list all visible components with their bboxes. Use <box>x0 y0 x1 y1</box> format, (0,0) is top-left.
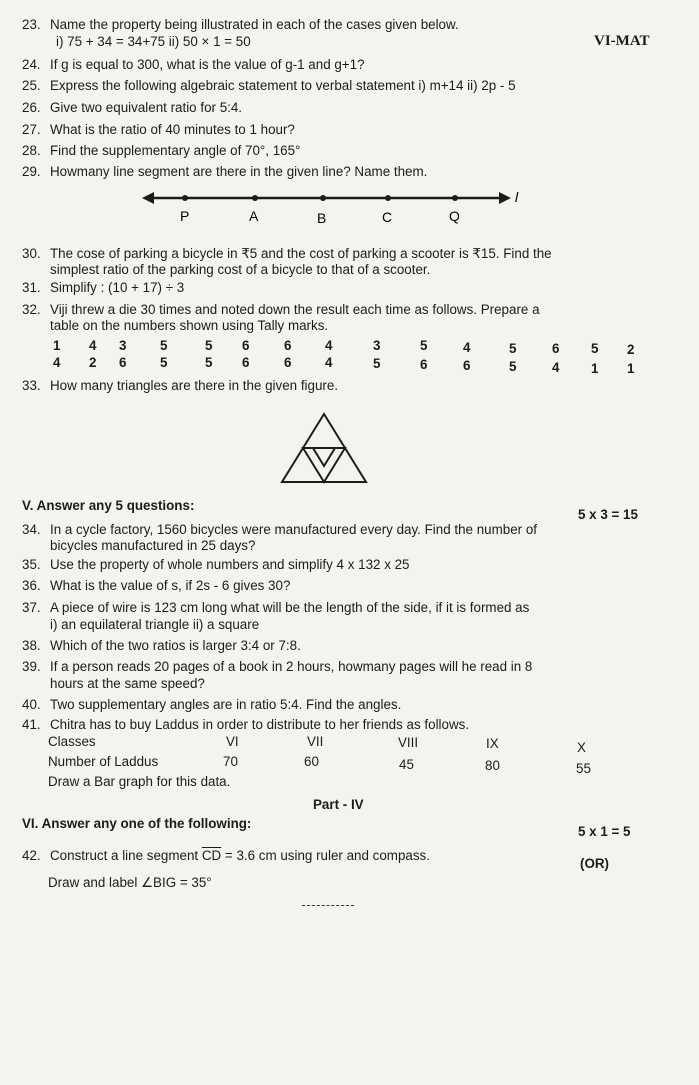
label-p: P <box>180 208 190 224</box>
die-value: 4 <box>325 355 333 370</box>
laddu-cell: 80 <box>485 758 500 773</box>
question-23-parts: i) 75 + 34 = 34+75 ii) 50 × 1 = 50 <box>56 34 251 49</box>
die-value: 5 <box>509 359 517 374</box>
laddu-cell: 70 <box>223 754 238 769</box>
question-30: 30. The cose of parking a bicycle in ₹5 and the cost of parking a scooter is ₹15. Find the <box>22 246 552 261</box>
question-40: 40. Two supplementary angles are in ratio 5:4. Find the angles. <box>22 697 402 712</box>
die-value: 1 <box>53 338 61 353</box>
die-value: 6 <box>552 341 560 356</box>
die-value: 6 <box>284 338 292 353</box>
line-segment-figure <box>140 186 530 230</box>
class-cell: VIII <box>398 735 419 750</box>
question-38: 38. Which of the two ratios is larger 3:4 or 7:8. <box>22 638 301 653</box>
label-l: l <box>515 189 519 205</box>
question-34: 34. In a cycle factory, 1560 bicycles were manufactured every day. Find the number of <box>22 522 538 537</box>
laddu-cell: 60 <box>304 754 319 769</box>
die-value: 4 <box>463 340 471 355</box>
die-value: 5 <box>205 338 213 353</box>
question-41-footer: Draw a Bar graph for this data. <box>48 774 231 789</box>
die-value: 5 <box>160 338 168 353</box>
question-42-alt: Draw and label ∠BIG = 35° <box>48 875 212 890</box>
die-value: 6 <box>420 357 428 372</box>
section-vi-title: VI. Answer any one of the following: <box>22 816 252 831</box>
die-value: 5 <box>373 356 381 371</box>
row-label-classes: Classes <box>48 734 96 749</box>
die-value: 4 <box>89 338 97 353</box>
question-39-cont: hours at the same speed? <box>50 676 205 691</box>
question-39: 39. If a person reads 20 pages of a book in 2 hours, howmany pages will he read in 8 <box>22 659 533 674</box>
class-cell: VI <box>226 734 239 749</box>
die-value: 6 <box>284 355 292 370</box>
die-value: 3 <box>373 338 381 353</box>
question-29: 29. Howmany line segment are there in the given line? Name them. <box>22 164 428 179</box>
question-31: 31. Simplify : (10 + 17) ÷ 3 <box>22 280 185 295</box>
segment-cd: $\overline{CD}$ <box>201 848 222 863</box>
die-value: 3 <box>119 338 127 353</box>
section-v-marks: 5 x 3 = 15 <box>578 507 638 522</box>
question-37: 37. A piece of wire is 123 cm long what will be the length of the side, if it is formed as <box>22 600 530 615</box>
question-42: 42. Construct a line segment $\overline{CD} = 3.6$ cm using ruler and compass. <box>22 848 430 863</box>
question-32: 32. Viji threw a die 30 times and noted down the result each time as follows. Prepare a <box>22 302 540 317</box>
end-divider <box>302 905 354 906</box>
die-value: 5 <box>160 355 168 370</box>
or-label: (OR) <box>580 856 610 871</box>
die-value: 6 <box>242 355 250 370</box>
triangles-figure <box>278 410 372 486</box>
class-cell: X <box>577 740 586 755</box>
question-32-cont: table on the numbers shown using Tally marks. <box>50 318 329 333</box>
question-35: 35. Use the property of whole numbers and simplify 4 x 132 x 25 <box>22 557 410 572</box>
die-value: 2 <box>89 355 97 370</box>
class-cell: IX <box>486 736 499 751</box>
die-value: 1 <box>627 361 635 376</box>
question-33: 33. How many triangles are there in the given figure. <box>22 378 339 393</box>
question-27: 27. What is the ratio of 40 minutes to 1 hour? <box>22 122 295 137</box>
section-vi-marks: 5 x 1 = 5 <box>578 824 631 839</box>
left-arrow-icon <box>142 192 154 204</box>
label-a: A <box>249 208 259 224</box>
die-value: 5 <box>205 355 213 370</box>
point-p-dot <box>182 195 188 201</box>
question-36: 36. What is the value of s, if 2s - 6 gives 30? <box>22 578 291 593</box>
die-value: 5 <box>420 338 428 353</box>
question-37-cont: i) an equilateral triangle ii) a square <box>50 617 260 632</box>
die-value: 6 <box>463 358 471 373</box>
die-value: 4 <box>53 355 61 370</box>
inner-inverted-triangle <box>313 448 335 466</box>
question-34-cont: bicycles manufactured in 25 days? <box>50 538 256 553</box>
label-c: C <box>382 209 393 225</box>
class-cell: VII <box>307 734 324 749</box>
label-b: B <box>317 210 327 226</box>
point-c-dot <box>385 195 391 201</box>
laddu-cell: 45 <box>399 757 414 772</box>
right-arrow-icon <box>499 192 511 204</box>
question-23: 23. Name the property being illustrated in each of the cases given below. <box>22 17 459 32</box>
die-value: 5 <box>591 341 599 356</box>
laddu-cell: 55 <box>576 761 591 776</box>
section-v-title: V. Answer any 5 questions: <box>22 498 195 513</box>
row-label-laddus: Number of Laddus <box>48 754 159 769</box>
die-value: 2 <box>627 342 635 357</box>
die-value: 6 <box>242 338 250 353</box>
part-iv-heading: Part - IV <box>313 797 364 812</box>
die-value: 4 <box>325 338 333 353</box>
label-q: Q <box>449 208 460 224</box>
point-b-dot <box>320 195 326 201</box>
question-41: 41. Chitra has to buy Laddus in order to distribute to her friends as follows. <box>22 717 470 732</box>
die-value: 6 <box>119 355 127 370</box>
point-q-dot <box>452 195 458 201</box>
question-28: 28. Find the supplementary angle of 70°, 165° <box>22 143 301 158</box>
die-value: 4 <box>552 360 560 375</box>
question-24: 24. If g is equal to 300, what is the value of g-1 and g+1? <box>22 57 365 72</box>
die-value: 5 <box>509 341 517 356</box>
question-25: 25. Express the following algebraic statement to verbal statement i) m+14 ii) 2p - 5 <box>22 78 516 93</box>
question-26: 26. Give two equivalent ratio for 5:4. <box>22 100 243 115</box>
die-value: 1 <box>591 361 599 376</box>
paper-code: VI-MAT <box>594 33 650 49</box>
question-30-cont: simplest ratio of the parking cost of a bicycle to that of a scooter. <box>50 262 431 277</box>
point-a-dot <box>252 195 258 201</box>
